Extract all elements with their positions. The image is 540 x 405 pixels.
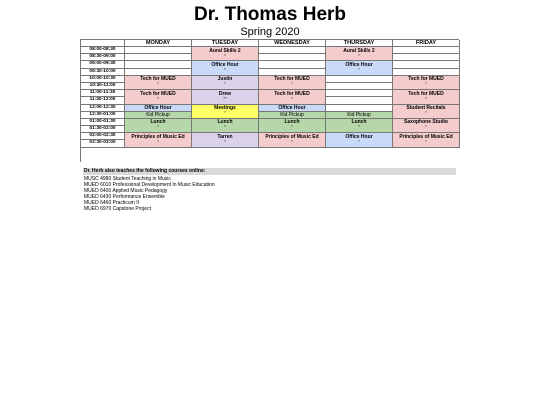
- schedule-event[interactable]: [326, 112, 393, 119]
- schedule-event[interactable]: [259, 105, 326, 112]
- day-header-friday: FRIDAY: [393, 40, 460, 47]
- schedule-event[interactable]: [192, 105, 259, 119]
- time-slot-label: 11:30-12:00: [81, 97, 125, 104]
- empty-slot: [125, 69, 192, 76]
- event-title: Office Hour: [211, 61, 239, 68]
- time-slot-label: 01:30-02:00: [81, 126, 125, 133]
- time-slot-label: 02:00-02:30: [81, 133, 125, 140]
- empty-slot: [326, 90, 393, 97]
- event-title: Student Recitals: [406, 105, 446, 111]
- day-header-wednesday: WEDNESDAY: [259, 40, 326, 47]
- schedule-event[interactable]: [393, 105, 460, 119]
- time-slot-label: 11:00-11:30: [81, 90, 125, 97]
- event-note-marker: *: [224, 81, 226, 87]
- day-header-tuesday: TUESDAY: [192, 40, 259, 47]
- event-title: Kid Pickup: [146, 112, 170, 119]
- day-header-monday: MONDAY: [125, 40, 192, 47]
- schedule-event[interactable]: [192, 76, 259, 90]
- schedule-event[interactable]: [125, 105, 192, 112]
- event-note-marker: *: [358, 52, 360, 58]
- event-title: Lunch: [217, 119, 233, 126]
- time-slot-label: 09:30-10:00: [81, 69, 125, 76]
- schedule-table: [80, 39, 459, 162]
- schedule-event[interactable]: [125, 90, 192, 104]
- schedule-event[interactable]: [259, 76, 326, 90]
- schedule-event[interactable]: [326, 47, 393, 61]
- corner-cell: [81, 40, 125, 47]
- schedule-event[interactable]: [393, 76, 460, 90]
- day-header-thursday: THURSDAY: [326, 40, 393, 47]
- schedule-event[interactable]: [259, 90, 326, 104]
- empty-slot: [259, 54, 326, 61]
- event-note-marker: *: [291, 95, 293, 101]
- schedule-event[interactable]: [125, 76, 192, 90]
- event-title: Principles of Music Ed: [399, 133, 453, 140]
- schedule-event[interactable]: [326, 119, 393, 133]
- time-slot-label: 10:30-11:00: [81, 83, 125, 90]
- event-note-marker: *: [425, 124, 427, 130]
- event-title: Justin: [217, 76, 233, 83]
- page-subtitle: Spring 2020: [240, 26, 300, 38]
- schedule-event[interactable]: [192, 47, 259, 61]
- event-title: Tarren: [217, 133, 233, 140]
- empty-slot: [393, 69, 460, 76]
- schedule-event[interactable]: [326, 61, 393, 75]
- event-title: Office Hour: [144, 105, 172, 111]
- online-course-item: MUED 6400 Applied Music Pedagogy: [84, 188, 168, 195]
- online-courses-list: [84, 176, 454, 213]
- schedule-event[interactable]: [393, 90, 460, 104]
- event-title: Tech for MUED: [408, 76, 444, 83]
- schedule-event[interactable]: [125, 112, 192, 119]
- event-title: Drew: [218, 90, 232, 97]
- event-title: Kid Pickup: [280, 112, 304, 119]
- event-note-marker: **: [223, 95, 227, 101]
- event-title: Tech for MUED: [408, 90, 444, 97]
- event-title: Aural Skills 2: [209, 47, 241, 54]
- event-note-marker: *: [425, 81, 427, 87]
- event-note-marker: *: [157, 81, 159, 87]
- empty-slot: [259, 61, 326, 68]
- online-course-item: MUSC 4980 Student Teaching in Music: [84, 176, 171, 182]
- empty-slot: [326, 105, 393, 112]
- schedule-event[interactable]: [192, 61, 259, 75]
- event-title: Aural Skills 2: [343, 47, 375, 54]
- event-title: Office Hour: [345, 61, 373, 68]
- online-course-item: MUED 6430 Performance Ensemble: [84, 194, 165, 201]
- event-title: Office Hour: [345, 133, 373, 140]
- event-note-marker: *: [224, 138, 226, 144]
- schedule-event[interactable]: [259, 133, 326, 147]
- time-slot-label: 02:30-03:00: [81, 140, 125, 147]
- time-slot-label: 10:00-10:30: [81, 76, 125, 83]
- page-title: Dr. Thomas Herb: [193, 4, 347, 25]
- empty-slot: [393, 61, 460, 68]
- event-note-marker: *: [291, 124, 293, 130]
- schedule-event[interactable]: [393, 133, 460, 147]
- schedule-event[interactable]: [192, 133, 259, 147]
- event-note-marker: *: [157, 138, 159, 144]
- event-title: Saxophone Studio: [404, 119, 448, 126]
- online-course-item: MUED 6460 Practicum II: [84, 200, 140, 207]
- empty-slot: [259, 47, 326, 54]
- time-slot-label: 09:00-09:30: [81, 61, 125, 68]
- empty-slot: [326, 97, 393, 104]
- empty-slot: [393, 47, 460, 54]
- empty-slot: [393, 54, 460, 61]
- event-note-marker: *: [425, 110, 427, 115]
- schedule-event[interactable]: [259, 112, 326, 119]
- empty-slot: [326, 83, 393, 90]
- event-note-marker: *: [224, 110, 226, 115]
- event-title: Tech for MUED: [274, 76, 310, 83]
- event-note-marker: *: [157, 124, 159, 130]
- event-title: Tech for MUED: [274, 90, 310, 97]
- event-title: Principles of Music Ed: [131, 133, 185, 140]
- schedule-event[interactable]: [192, 119, 259, 133]
- empty-slot: [259, 69, 326, 76]
- time-slot-label: 08:30-09:00: [81, 54, 125, 61]
- time-slot-label: 08:00-08:30: [81, 47, 125, 54]
- event-note-marker: *: [358, 66, 360, 72]
- schedule-event[interactable]: [259, 119, 326, 133]
- time-slot-label: 12:30-01:00: [81, 112, 125, 119]
- empty-slot: [326, 76, 393, 83]
- event-title: Tech for MUED: [140, 90, 176, 97]
- schedule-event[interactable]: [326, 133, 393, 147]
- empty-slot: [125, 54, 192, 61]
- event-title: Principles of Music Ed: [265, 133, 319, 140]
- event-note-marker: *: [224, 66, 226, 72]
- schedule-event[interactable]: [125, 133, 192, 147]
- event-title: Meetings: [214, 105, 236, 111]
- event-note-marker: *: [425, 95, 427, 101]
- event-title: Kid Pickup: [347, 112, 371, 119]
- event-title: Office Hour: [278, 105, 306, 111]
- event-note-marker: *: [157, 95, 159, 101]
- event-title: Lunch: [284, 119, 300, 126]
- event-note-marker: *: [358, 138, 360, 144]
- online-courses-note: Dr. Herb also teaches the following courses online:: [83, 168, 456, 175]
- time-slot-label: 12:00-12:30: [81, 105, 125, 112]
- time-slot-label: 01:00-01:30: [81, 119, 125, 126]
- schedule-event[interactable]: [393, 119, 460, 133]
- schedule-event[interactable]: [192, 90, 259, 104]
- event-note-marker: *: [291, 138, 293, 144]
- empty-slot: [125, 47, 192, 54]
- event-note-marker: *: [224, 124, 226, 130]
- empty-slot: [125, 61, 192, 68]
- schedule-event[interactable]: [125, 119, 192, 133]
- event-note-marker: *: [358, 124, 360, 130]
- event-note-marker: *: [224, 52, 226, 58]
- online-course-item: MUED 6970 Capstone Project: [84, 206, 151, 213]
- event-title: Tech for MUED: [140, 76, 176, 83]
- event-note-marker: *: [425, 138, 427, 144]
- event-note-marker: *: [291, 81, 293, 87]
- online-course-item: MUED 6010 Professional Development In Music Education: [84, 182, 215, 189]
- event-title: Lunch: [351, 119, 367, 126]
- event-title: Lunch: [150, 119, 166, 126]
